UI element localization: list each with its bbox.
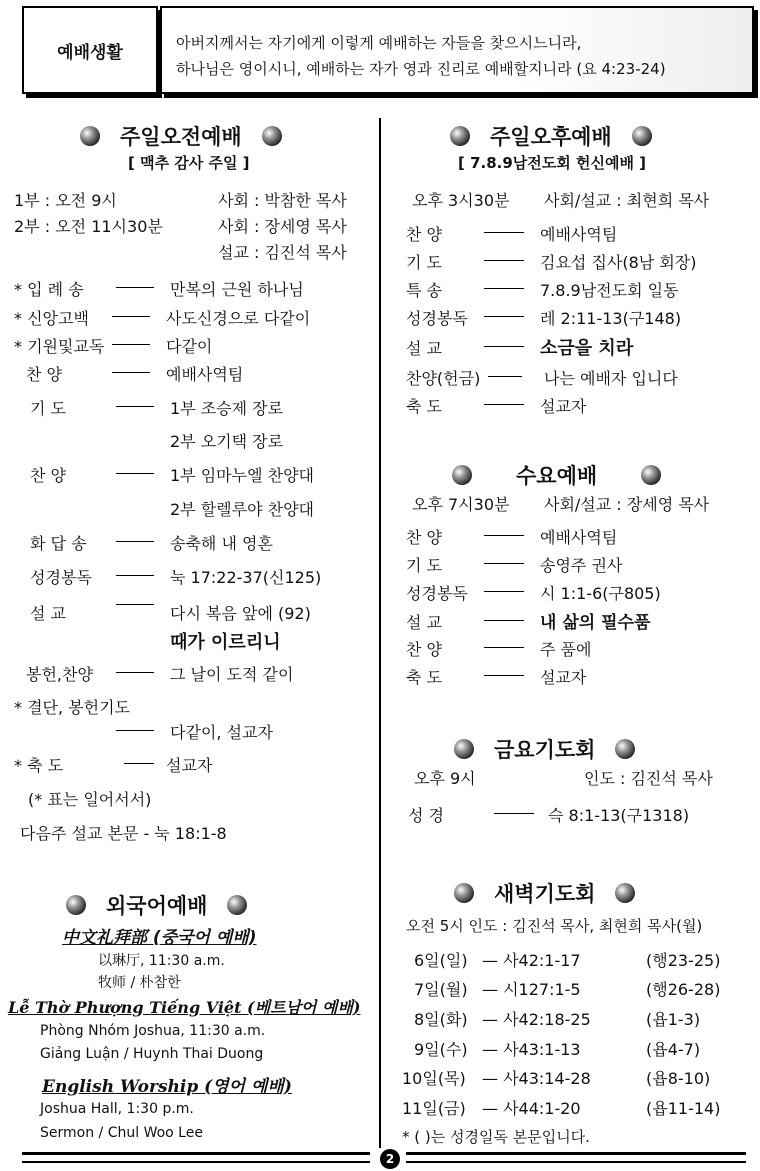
morning-item-value: 그 날이 도적 같이 (170, 665, 294, 684)
dash (116, 287, 154, 288)
morning-item-value: 송축해 내 영혼 (170, 534, 273, 553)
dash (112, 344, 150, 345)
viet-line2: Giảng Luận / Huynh Thai Duong (40, 1046, 264, 1062)
wednesday-title: 수요예배 (452, 460, 661, 490)
morning-next: 다음주 설교 본문 - 눅 18:1-8 (20, 824, 227, 843)
dawn-text: — 사43:1-13 (482, 1040, 581, 1059)
morning-item-label: 기 도 (30, 399, 66, 418)
dawn-day: 9일(수) (414, 1040, 468, 1059)
bullet-icon (66, 895, 86, 915)
afternoon-subtitle: [ 7.8.9남전도회 헌신예배 ] (458, 154, 647, 172)
morning-item-label: * 기원및교독 (14, 337, 105, 356)
morning-svc2: 2부 : 오전 11시30분 (14, 217, 163, 236)
afternoon-title: 주일오후예배 (450, 121, 652, 151)
dash (116, 541, 154, 542)
dash (484, 563, 524, 564)
dawn-ref: (행26-28) (646, 980, 721, 999)
morning-note: (* 표는 일어서서) (28, 790, 152, 809)
morning-sermon-title: 때가 이르리니 (170, 632, 281, 653)
morning-item-value: 눅 17:22-37(신125) (170, 568, 322, 587)
bullet-icon (641, 465, 661, 485)
afternoon-item-value: 나는 예배자 입니다 (544, 369, 678, 388)
wednesday-item-value: 시 1:1-6(구805) (540, 584, 661, 603)
morning-item-label: 성경봉독 (30, 568, 92, 587)
dash (494, 813, 534, 814)
dawn-text: — 사42:1-17 (482, 951, 581, 970)
morning-item-value: 예배사역팀 (166, 365, 244, 384)
chinese-title: 中文礼拜部 (중국어 예배) (62, 928, 257, 948)
afternoon-item-value: 설교자 (540, 397, 587, 416)
wednesday-item-value: 설교자 (540, 668, 587, 687)
dawn-text: — 사42:18-25 (482, 1010, 591, 1029)
dawn-text: — 사44:1-20 (482, 1099, 581, 1118)
chinese-line2: 牧师 / 朴참한 (98, 975, 181, 991)
dash (484, 404, 524, 405)
morning-subtitle: [ 맥추 감사 주일 ] (128, 154, 250, 172)
friday-time: 오후 9시 (414, 769, 476, 788)
foreign-title: 외국어예배 (66, 890, 247, 920)
bullet-icon (227, 895, 247, 915)
dash (116, 604, 154, 605)
morning-item-value: 2부 할렐루야 찬양대 (170, 500, 314, 519)
dawn-day: 7일(월) (414, 980, 468, 999)
morning-item-value: 1부 조승제 장로 (170, 399, 284, 418)
morning-item-label: * 결단, 봉헌기도 (14, 698, 130, 717)
afternoon-item-value: 레 2:11-13(구148) (540, 309, 682, 328)
chinese-line1: 以琳厅, 11:30 a.m. (98, 953, 225, 969)
wednesday-item-label: 찬 양 (406, 640, 442, 659)
afternoon-item-label: 특 송 (406, 281, 442, 300)
morning-preacher: 설교 : 김진석 목사 (218, 243, 347, 262)
morning-item-label: 찬 양 (30, 466, 66, 485)
afternoon-time: 오후 3시30분 (412, 191, 510, 210)
dash (484, 288, 524, 289)
dawn-day: 11일(금) (402, 1099, 466, 1118)
morning-item-value: 설교자 (166, 756, 213, 775)
english-title: English Worship (영어 예배) (42, 1077, 292, 1097)
dawn-ref: (욥8-10) (646, 1069, 711, 1088)
morning-item-label: 화 답 송 (30, 534, 87, 553)
dash (484, 591, 524, 592)
morning-item-value: 만복의 근원 하나님 (170, 280, 304, 299)
dawn-ref: (욥11-14) (646, 1099, 721, 1118)
friday-scripture: 슥 8:1-13(구1318) (548, 806, 690, 825)
morning-item-value: 다같이, 설교자 (170, 723, 273, 742)
afternoon-item-label: 성경봉독 (406, 309, 468, 328)
dash (484, 620, 524, 621)
verse-line-2: 하나님은 영이시니, 예배하는 자가 영과 진리로 예배할지니라 (요 4:23-24) (176, 60, 666, 78)
wednesday-sermon-title: 내 삶의 필수품 (540, 613, 651, 633)
dawn-ref: (욥1-3) (646, 1010, 701, 1029)
morning-item-label: * 축 도 (14, 756, 64, 775)
friday-leader: 인도 : 김진석 목사 (584, 769, 713, 788)
wednesday-item-value: 예배사역팀 (540, 528, 618, 547)
footer-rule-left (22, 1152, 370, 1163)
dash (116, 575, 154, 576)
footer-rule-right (406, 1152, 746, 1163)
friday-scripture-label: 성 경 (408, 806, 444, 825)
bullet-icon (454, 883, 474, 903)
morning-item-value: 다같이 (166, 337, 213, 356)
page-number: 2 (380, 1149, 400, 1169)
wednesday-item-label: 기 도 (406, 556, 442, 575)
dash (112, 316, 150, 317)
morning-item-label: 봉헌,찬양 (26, 665, 93, 684)
morning-host2: 사회 : 장세영 목사 (218, 217, 347, 236)
bullet-icon (450, 126, 470, 146)
dash (484, 260, 524, 261)
morning-item-label: * 신앙고백 (14, 309, 89, 328)
dawn-day: 6일(일) (414, 951, 468, 970)
dash (112, 372, 150, 373)
dawn-text: — 시127:1-5 (482, 980, 581, 999)
afternoon-sermon-title: 소금을 치라 (540, 338, 634, 359)
morning-svc1: 1부 : 오전 9시 (14, 191, 117, 210)
morning-item-label: 찬 양 (26, 365, 62, 384)
morning-item-value: 사도신경으로 다같이 (166, 309, 311, 328)
dawn-title: 새벽기도회 (454, 878, 635, 908)
wednesday-item-label: 축 도 (406, 668, 442, 687)
dawn-text: — 사43:14-28 (482, 1069, 591, 1088)
dash (484, 316, 524, 317)
viet-line1: Phòng Nhóm Joshua, 11:30 a.m. (40, 1023, 266, 1039)
bullet-icon (262, 126, 282, 146)
wednesday-time: 오후 7시30분 (412, 495, 510, 514)
wednesday-item-label: 설 교 (406, 613, 442, 632)
section-label: 예배생활 (22, 6, 158, 94)
dawn-note: * ( )는 성경일독 본문입니다. (402, 1128, 590, 1146)
afternoon-item-value: 7.8.9남전도회 일동 (540, 281, 679, 300)
english-line2: Sermon / Chul Woo Lee (40, 1125, 203, 1141)
bullet-icon (615, 883, 635, 903)
dawn-info: 오전 5시 인도 : 김진석 목사, 최현희 목사(월) (406, 917, 703, 935)
bullet-icon (632, 126, 652, 146)
wednesday-item-label: 찬 양 (406, 528, 442, 547)
morning-item-value: 2부 오기택 장로 (170, 432, 284, 451)
dawn-ref: (행23-25) (646, 951, 721, 970)
afternoon-item-label: 설 교 (406, 339, 442, 358)
verse-line-1: 아버지께서는 자기에게 이렇게 예배하는 자들을 찾으시느니라, (176, 34, 582, 52)
afternoon-item-value: 김요섭 집사(8남 회장) (540, 253, 697, 272)
afternoon-item-label: 찬 양 (406, 225, 442, 244)
dash (484, 346, 524, 347)
dawn-day: 8일(화) (414, 1010, 468, 1029)
afternoon-item-label: 기 도 (406, 253, 442, 272)
afternoon-host: 사회/설교 : 최현희 목사 (544, 191, 710, 210)
viet-title: Lễ Thờ Phượng Tiếng Việt (베트남어 예배) (8, 998, 361, 1017)
dash (484, 675, 524, 676)
bullet-icon (80, 126, 100, 146)
english-line1: Joshua Hall, 1:30 p.m. (40, 1101, 194, 1117)
morning-item-label: * 입 례 송 (14, 280, 84, 299)
bullet-icon (615, 739, 635, 759)
dash (116, 730, 154, 731)
dash (484, 647, 524, 648)
wednesday-host: 사회/설교 : 장세영 목사 (544, 495, 710, 514)
friday-title: 금요기도회 (454, 734, 635, 764)
dawn-day: 10일(목) (402, 1069, 466, 1088)
column-divider (379, 118, 381, 1148)
morning-item-value: 다시 복음 앞에 (92) (170, 604, 311, 623)
bullet-icon (452, 465, 472, 485)
dash (116, 406, 154, 407)
afternoon-item-label: 찬양(헌금) (406, 369, 481, 388)
afternoon-item-value: 예배사역팀 (540, 225, 618, 244)
morning-title: 주일오전예배 (80, 121, 282, 151)
wednesday-item-value: 송영주 권사 (540, 556, 623, 575)
dash (116, 473, 154, 474)
dash (116, 672, 154, 673)
morning-host1: 사회 : 박참한 목사 (218, 191, 347, 210)
morning-item-value: 1부 임마누엘 찬양대 (170, 466, 314, 485)
wednesday-item-label: 성경봉독 (406, 584, 468, 603)
afternoon-item-label: 축 도 (406, 397, 442, 416)
dash (124, 763, 154, 764)
wednesday-item-value: 주 품에 (540, 640, 592, 659)
dawn-ref: (욥4-7) (646, 1040, 701, 1059)
dash (488, 376, 522, 377)
dash (484, 535, 524, 536)
morning-item-label: 설 교 (30, 604, 66, 623)
bullet-icon (454, 739, 474, 759)
verse-box (160, 6, 754, 94)
dash (484, 232, 524, 233)
